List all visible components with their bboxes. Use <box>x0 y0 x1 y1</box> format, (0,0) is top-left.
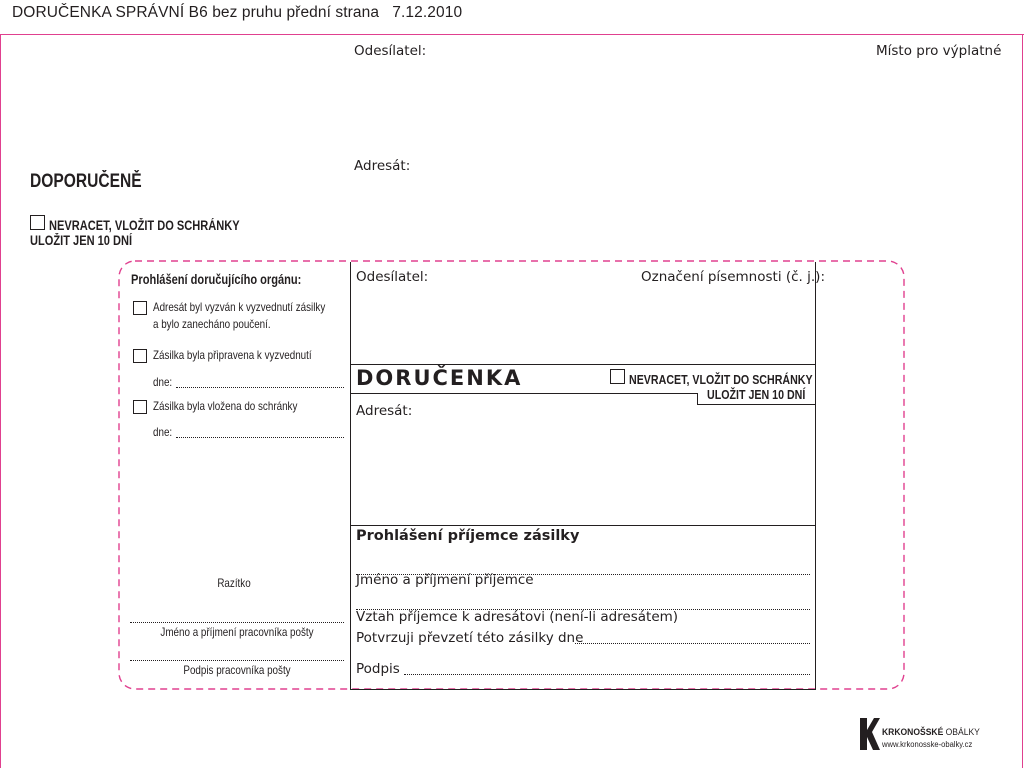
registered-label: DOPORUČENĚ <box>30 171 142 192</box>
slip-title: DORUČENKA <box>356 366 523 390</box>
item2: Zásilka byla připravena k vyzvednutí <box>153 348 312 362</box>
slip-divider <box>350 262 351 690</box>
slip-option-line1: NEVRACET, VLOŽIT DO SCHRÁNKY <box>629 372 813 387</box>
declaration-rule <box>350 525 816 526</box>
slip-right-border <box>815 262 816 690</box>
reference-label: Označení písemnosti (č. j.): <box>641 269 825 285</box>
checkbox[interactable] <box>30 215 45 230</box>
confirm-date-field[interactable] <box>575 643 810 644</box>
checkbox[interactable] <box>133 400 147 414</box>
checkbox[interactable] <box>133 301 147 315</box>
declaration-title: Prohlášení příjemce zásilky <box>356 528 580 544</box>
postage-label: Místo pro výplatné <box>876 43 1002 59</box>
recipient-name-label: Jméno a příjmení příjemce <box>356 572 534 588</box>
relation-label: Vztah příjemce k adresátovi (není-li adresátem) <box>356 609 679 625</box>
brand-logo <box>860 718 1000 758</box>
option-line1: NEVRACET, VLOŽIT DO SCHRÁNKY <box>49 218 240 233</box>
worker-name-field[interactable] <box>130 622 344 623</box>
worker-sign-field[interactable] <box>130 660 344 661</box>
item1-line2: a bylo zanecháno poučení. <box>153 317 271 331</box>
envelope-recipient-label: Adresát: <box>354 158 411 174</box>
logo-url: www.krkonosske-obalky.cz <box>882 740 973 749</box>
slip-recipient-label: Adresát: <box>356 403 413 419</box>
slip-option <box>610 369 853 388</box>
worker-sign-label: Podpis pracovníka pošty <box>183 663 291 677</box>
checkbox[interactable] <box>610 369 625 384</box>
title-rule-bottom-left <box>350 393 698 394</box>
envelope-trim-left <box>0 34 1 768</box>
delivery-authority-title: Prohlášení doručujícího orgánu: <box>131 272 302 287</box>
logo-k-icon <box>860 718 880 750</box>
worker-name-label: Jméno a příjmení pracovníka pošty <box>160 625 314 639</box>
signature-field[interactable] <box>404 674 810 675</box>
date-label: dne: <box>153 425 173 439</box>
envelope-option <box>30 215 282 234</box>
logo-brand-light: OBÁLKY <box>945 727 980 738</box>
date-field[interactable] <box>176 437 344 438</box>
envelope-trim-right <box>1022 34 1023 768</box>
checkbox[interactable] <box>133 349 147 363</box>
date-field[interactable] <box>176 387 344 388</box>
date-label: dne: <box>153 375 173 389</box>
title-rule-top <box>350 364 816 365</box>
document-title: DORUČENKA SPRÁVNÍ B6 bez pruhu přední strana 7.12.2010 <box>12 4 463 21</box>
item3: Zásilka byla vložena do schránky <box>153 399 298 413</box>
slip-option-line2: ULOŽIT JEN 10 DNÍ <box>707 387 806 402</box>
logo-brand-bold: KRKONOŠSKÉ <box>882 727 944 738</box>
item1-line1: Adresát byl vyzván k vyzvednutí zásilky <box>153 300 326 314</box>
slip-sender-label: Odesílatel: <box>356 269 429 285</box>
confirm-label: Potvrzuji převzetí této zásilky dne <box>356 630 584 646</box>
signature-label: Podpis <box>356 661 400 677</box>
slip-bottom-border <box>350 689 816 690</box>
envelope-sender-label: Odesílatel: <box>354 43 427 59</box>
option-line2: ULOŽIT JEN 10 DNÍ <box>30 233 133 248</box>
envelope-trim-top <box>0 34 1024 35</box>
stamp-label: Razítko <box>217 576 251 590</box>
title-rule-bottom-right <box>697 404 816 405</box>
